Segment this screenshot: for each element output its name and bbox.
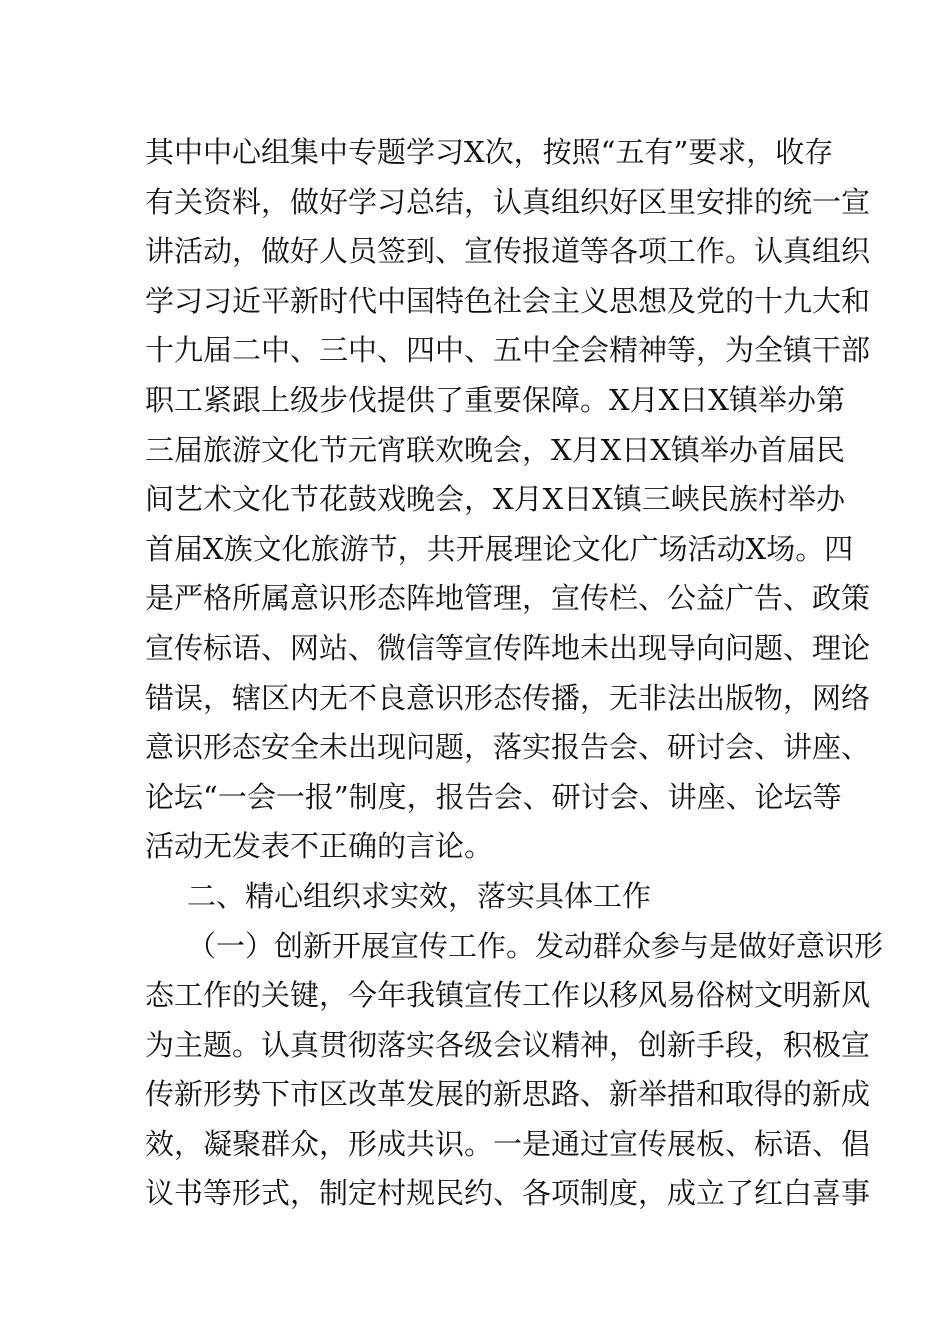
text-line: 讲活动，做好人员签到、宣传报道等各项工作。认真组织 <box>145 234 871 269</box>
text-line: 是严格所属意识形态阵地管理，宣传栏、公益广告、政策 <box>145 581 871 616</box>
text-line: 论坛“一会一报”制度，报告会、研讨会、讲座、论坛等 <box>145 779 842 814</box>
text-line: 十九届二中、三中、四中、五中全会精神等，为全镇干部 <box>145 333 871 368</box>
text-line: 首届X族文化旅游节，共开展理论文化广场活动X场。四 <box>145 531 854 566</box>
text-line: 效，凝聚群众，形成共识。一是通过宣传展板、标语、倡 <box>145 1126 871 1161</box>
body-text <box>145 128 884 1219</box>
text-line: 职工紧跟上级步伐提供了重要保障。X月X日X镇举办第 <box>145 382 845 417</box>
text-line: 议书等形式，制定村规民约、各项制度，成立了红白喜事 <box>145 1176 871 1211</box>
text-line: 错误，辖区内无不良意识形态传播，无非法出版物，网络 <box>145 680 871 715</box>
text-line: 三届旅游文化节元宵联欢晚会，X月X日X镇举办首届民 <box>145 432 845 467</box>
text-line: 其中中心组集中专题学习X次，按照“五有”要求，收存 <box>145 135 834 169</box>
text-line: 意识形态安全未出现问题，落实报告会、研讨会、讲座、 <box>145 730 871 765</box>
text-line: 学习习近平新时代中国特色社会主义思想及党的十九大和 <box>145 283 871 318</box>
text-line: 有关资料，做好学习总结，认真组织好区里安排的统一宣 <box>145 184 871 219</box>
text-line: 态工作的关键，今年我镇宣传工作以移风易俗树文明新风 <box>145 978 871 1013</box>
text-line: 为主题。认真贯彻落实各级会议精神，创新手段，积极宣 <box>145 1027 871 1062</box>
text-line: 间艺术文化节花鼓戏晚会，X月X日X镇三峡民族村举办 <box>145 482 845 517</box>
subsection-heading-line: （一）创新开展宣传工作。发动群众参与是做好意识形 <box>187 928 884 963</box>
text-line: 传新形势下市区改革发展的新思路、新举措和取得的新成 <box>145 1077 871 1112</box>
section-heading: 二、精心组织求实效，落实具体工作 <box>187 878 652 913</box>
text-line: 宣传标语、网站、微信等宣传阵地未出现导向问题、理论 <box>145 630 871 665</box>
text-line: 活动无发表不正确的言论。 <box>145 829 494 864</box>
